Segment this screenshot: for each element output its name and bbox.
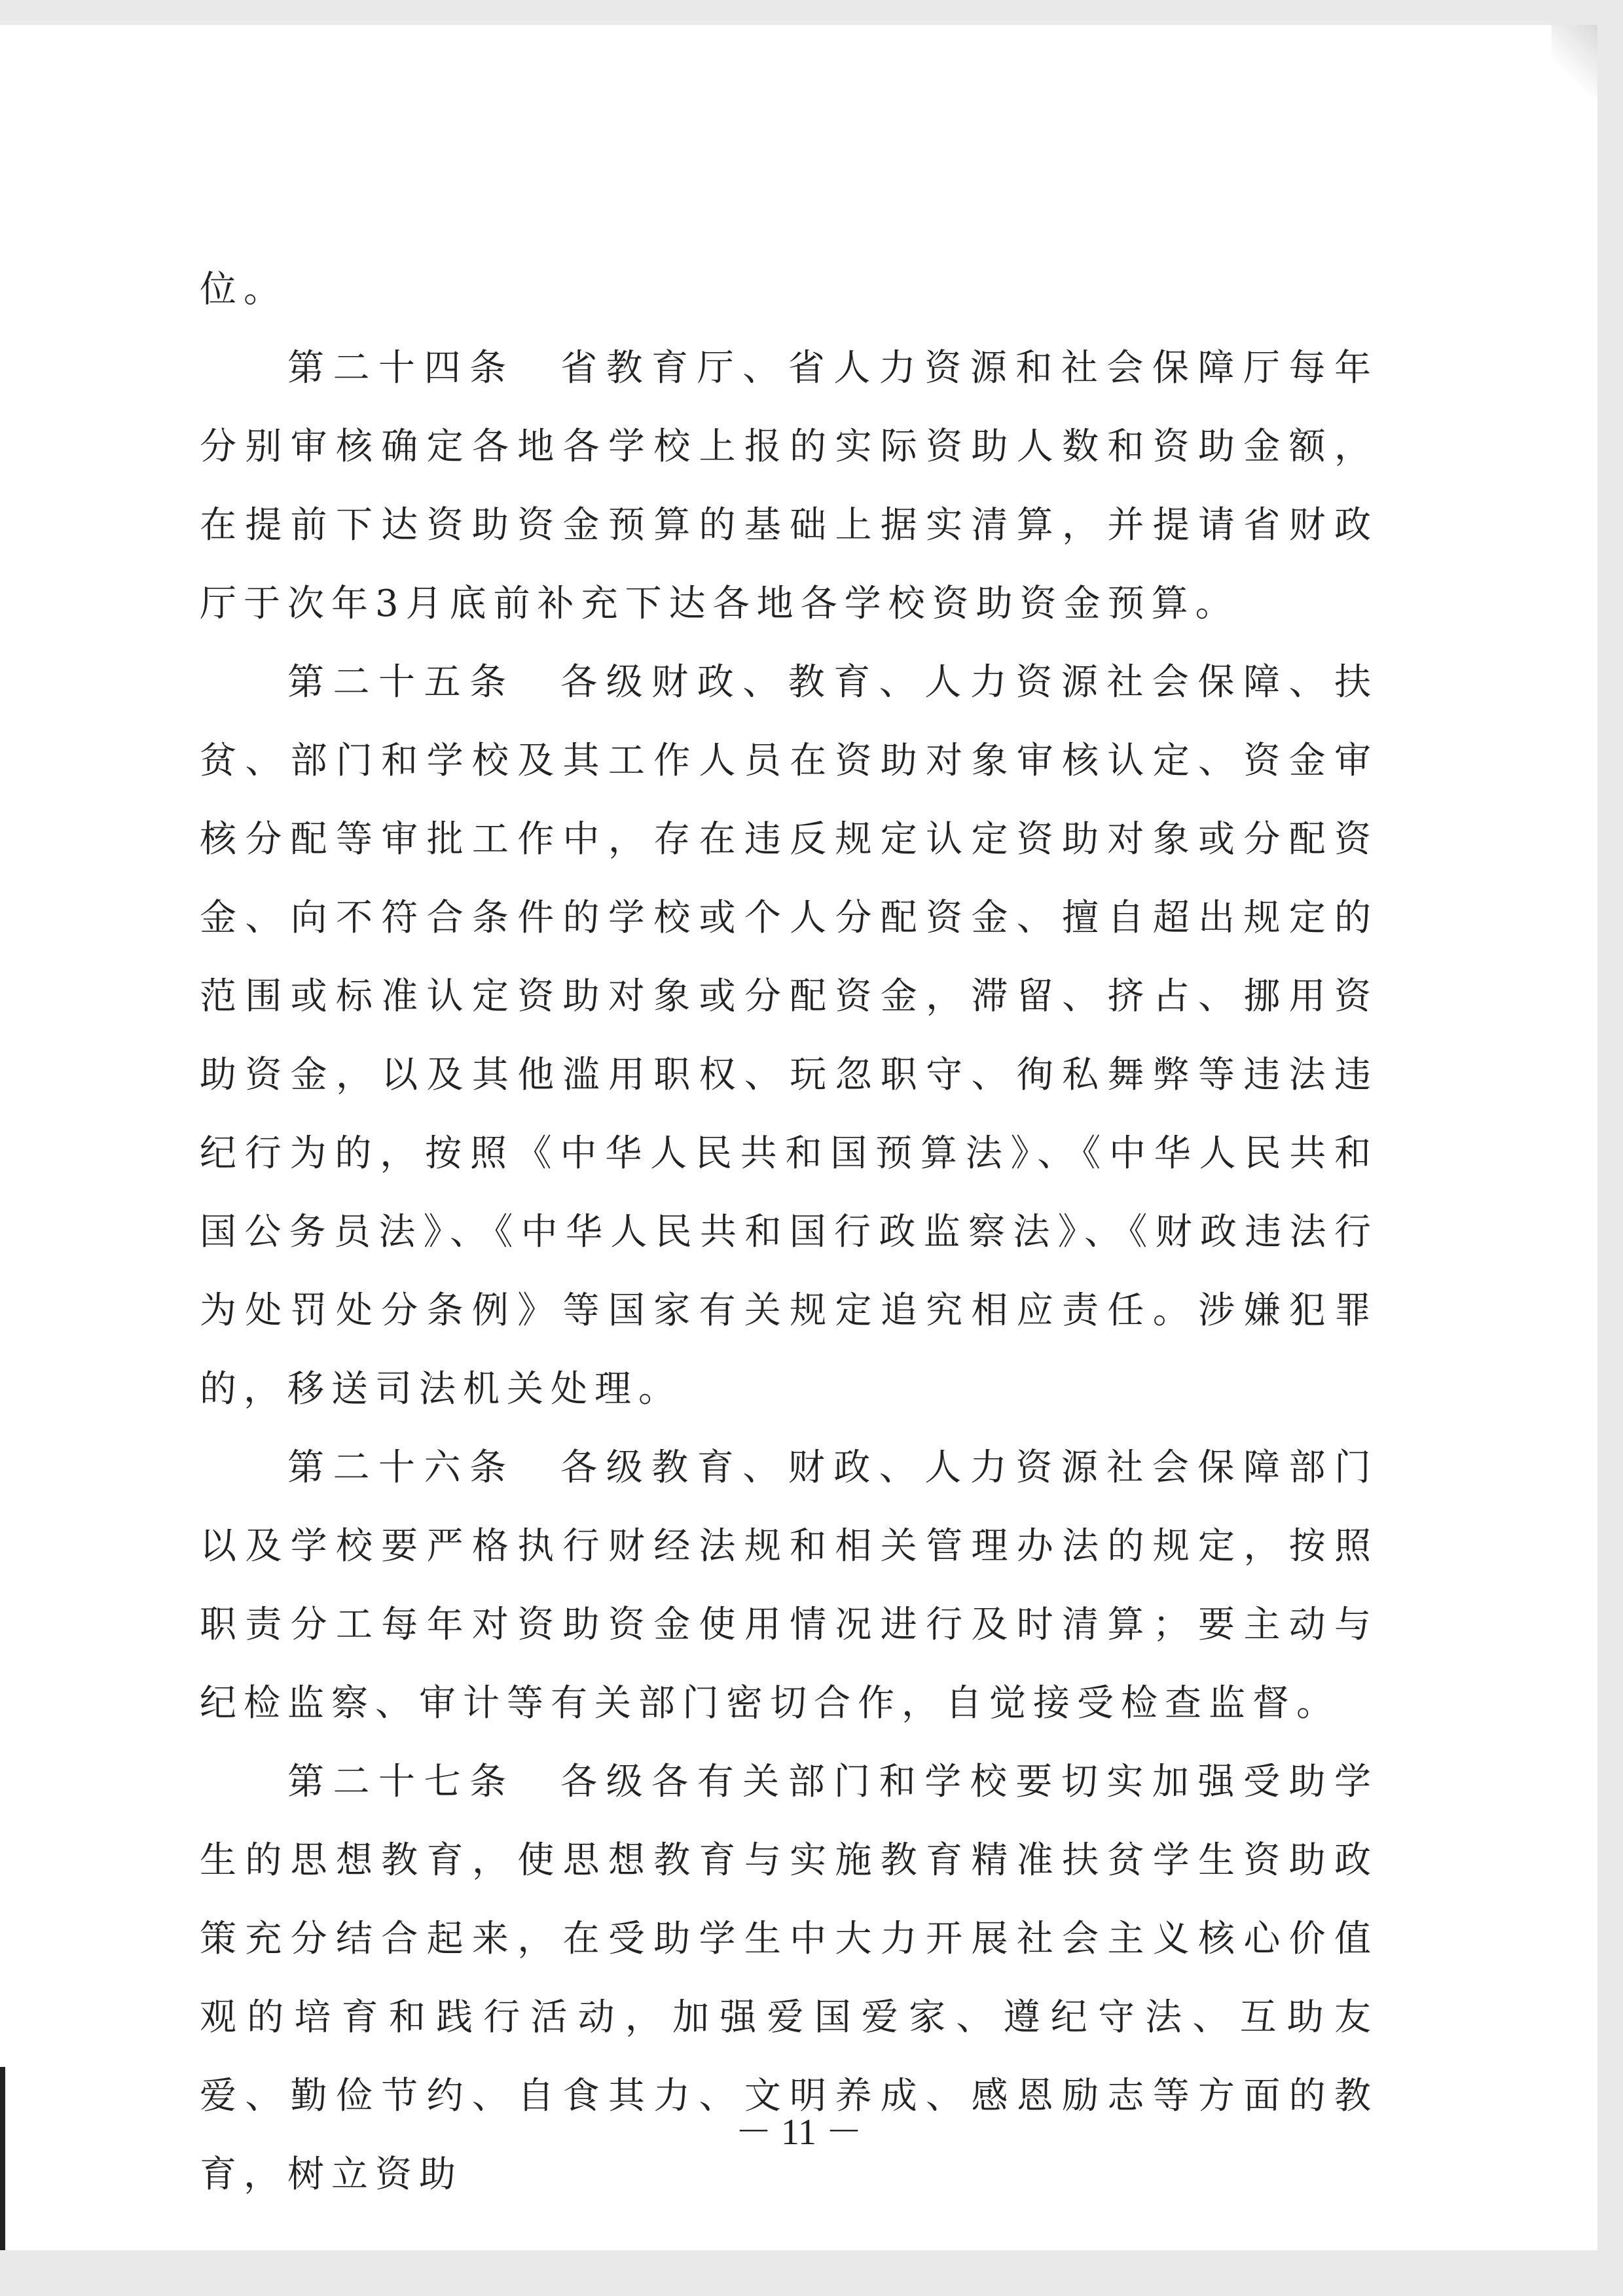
paragraph-continuation: 位。: [200, 268, 287, 311]
paragraph-article-24: 第二十四条 省教育厅、省人力资源和社会保障厅每年分别审核确定各地各学校上报的实际资助人数和资助金额，在提前下达资助资金预算的基础上据实清算，并提请省财政厅于次年3月底前补充下达各地各学校资助资金预算。: [200, 347, 1378, 625]
document-page: [0, 25, 1597, 2250]
paragraph-article-26: 第二十六条 各级教育、财政、人力资源社会保障部门以及学校要严格执行财经法规和相关管理办法的规定，按照职责分工每年对资助资金使用情况进行及时清算；要主动与纪检监察、审计等有关部门密切合作，自觉接受检查监督。: [200, 1446, 1378, 1725]
page-corner-shadow: [1552, 25, 1597, 97]
page-number: － 11 －: [735, 2112, 862, 2153]
document-body: [200, 251, 1378, 2214]
paragraph-article-27: 第二十七条 各级各有关部门和学校要切实加强受助学生的思想教育，使思想教育与实施教育精准扶贫学生资助政策充分结合起来，在受助学生中大力开展社会主义核心价值观的培育和践行活动，加强爱国爱家、遵纪守法、互助友爱、勤俭节约、自食其力、文明养成、感恩励志等方面的教育，树立资助: [200, 1761, 1378, 2196]
paragraph-article-25: 第二十五条 各级财政、教育、人力资源社会保障、扶贫、部门和学校及其工作人员在资助对象审核认定、资金审核分配等审批工作中，存在违反规定认定资助对象或分配资金、向不符合条件的学校或个人分配资金、擅自超出规定的范围或标准认定资助对象或分配资金，滞留、挤占、挪用资助资金，以及其他滥用职权、玩忽职守、徇私舞弊等违法违纪行为的，按照《中华人民共和国预算法》、《中华人民共和国公务员法》、《中华人民共和国行政监察法》、《财政违法行为处罚处分条例》等国家有关规定追究相应责任。涉嫌犯罪的，移送司法机关处理。: [200, 661, 1378, 1410]
scan-edge-mark: [0, 2067, 5, 2250]
